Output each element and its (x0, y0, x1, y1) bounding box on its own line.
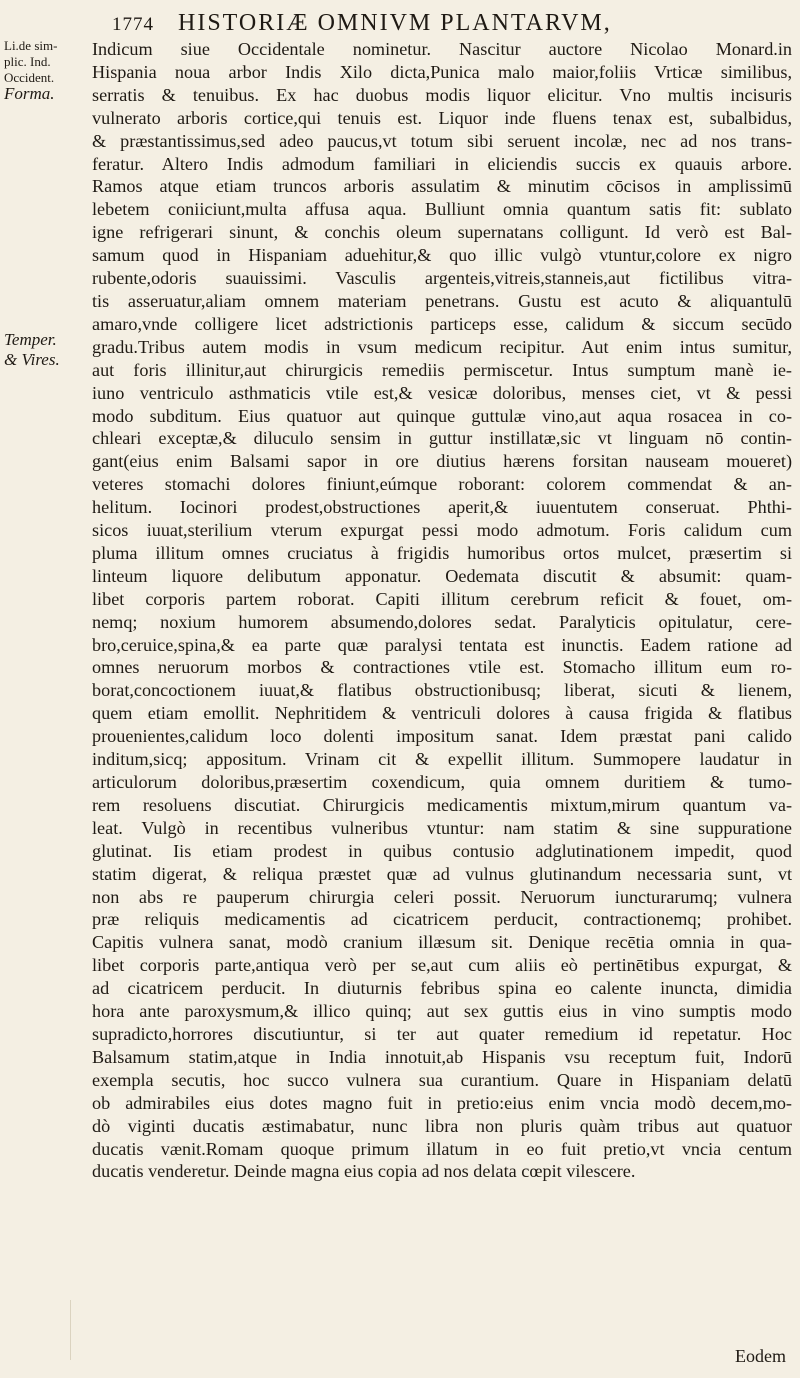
margin-note-line: Temper. (4, 330, 57, 349)
catchword: Eodem (735, 1346, 786, 1366)
text-line: non abs re pauperum chirurgia celeri possit. Neruorum iuncturarumq; vulnera (92, 886, 792, 907)
running-head: HISTORIÆ OMNIVM PLANTARVM, (178, 10, 612, 36)
text-line: ducatis vænit.Romam quoque primum illatum in eo fuit pretio,vt vncia centum (92, 1138, 792, 1159)
text-line: hora ante paroxysmum,& illico quinq; aut sex guttis eius in vino sumptis modo (92, 1001, 792, 1022)
text-line: linteum liquore delibutum apponatur. Oedemata discutit & absumit: quam- (92, 565, 792, 586)
text-line: samum quod in Hispaniam aduehitur,& quo illic vulgò vtuntur,colore ex nigro (92, 245, 792, 266)
text-line: bro,ceruice,spina,& ea parte quæ paralysi tentata est inunctis. Eadem ratione ad (92, 634, 792, 655)
text-line: amaro,vnde colligere licet adstrictionis particeps esse, calidum & siccum secūdo (92, 313, 792, 334)
text-line: Capitis vulnera sanat, modò cranium illæsum sit. Denique recētia omnia in qua- (92, 932, 792, 953)
text-line: iuno ventriculo asthmaticis vtile est,& vesicæ doloribus, menses ciet, vt & pessi (92, 382, 792, 403)
text-line: Balsamum statim,atque in India innotuit,ab Hispanis vsu receptum fuit, Indorū (92, 1046, 792, 1067)
text-line: libet corporis parte,antiqua verò per se,aut cum aliis eò pertinētibus expurgat, & (92, 955, 792, 976)
text-line: inditum,sicq; appositum. Vrinam cit & expellit illitum. Summopere laudatur in (92, 749, 792, 770)
margin-note-forma: Forma. (4, 84, 55, 103)
text-line: vulnerato arboris cortice,qui tenuis est. Liquor inde fluens tenax est, subalbidus, (92, 107, 792, 128)
page-number: 1774 (112, 14, 154, 35)
text-line: veteres stomachi dolores finiunt,eúmque roborant: colorem commendat & an- (92, 474, 792, 495)
text-line: borat,concoctionem iuuat,& flatibus obstructionibusq; liberat, sicuti & lienem, (92, 680, 792, 701)
body-text (92, 38, 792, 1183)
text-line: Hispania noua arbor Indis Xilo dicta,Punica malo maior,foliis Vrticæ similibus, (92, 61, 792, 82)
text-line: feratur. Altero Indis admodum familiari in eliciendis succis ex quauis arbore. (92, 153, 792, 174)
text-line: Indicum siue Occidentale nominetur. Nascitur auctore Nicolao Monard.in (92, 39, 792, 59)
text-line: quem etiam emollit. Nephritidem & ventriculi dolores à causa frigida & flatibus (92, 703, 792, 724)
text-line: glutinat. Iis etiam prodest in quibus contusio adglutinationem impedit, quod (92, 840, 792, 861)
text-line: ducatis venderetur. Deinde magna eius copia ad nos delata cœpit vilescere. (92, 1161, 636, 1182)
text-line: lebetem coniiciunt,multa affusa aqua. Bulliunt omnia quantum satis fit: sublato (92, 199, 792, 220)
text-line: prouenientes,calidum loco dolenti impositum sanat. Idem præstat pani calido (92, 726, 792, 747)
margin-note-line: Li.de sim- (4, 38, 58, 53)
margin-note-line: & Vires. (4, 350, 60, 369)
text-line: gradu.Tribus autem modis in vsum medicum recipitur. Aut enim intus sumitur, (92, 336, 792, 357)
margin-note-temper (4, 330, 88, 370)
text-line: sicos iuuat,sterilium vterum expurgat pessi modo admotum. Foris calidum cum (92, 520, 792, 541)
text-line: tis asseruatur,aliam omnem materiam penetrans. Gustu est acuto & aliquantulū (92, 290, 792, 311)
text-line: modo subditum. Eius quatuor aut quinque guttulæ vino,aut aqua rosacea in co- (92, 405, 792, 426)
text-line: ad cicatricem perducit. In diuturnis febribus spina eo calente inuncta, dimidia (92, 978, 792, 999)
text-line: serratis & tenuibus. Ex hac duobus modis liquor elicitur. Vno multis incisuris (92, 84, 792, 105)
text-line: omnes neruorum morbos & contractiones vtile est. Stomacho illitum eum ro- (92, 657, 792, 678)
text-line: igne refrigerari sinunt, & conchis oleum supernatans colligunt. Id verò est Bal- (92, 222, 792, 243)
text-line: articulorum doloribus,præsertim coxendicum, quia omnem duritiem & tumo- (92, 772, 792, 792)
text-line: rem resoluens discutiat. Chirurgicis medicamentis mixtum,mirum quantum va- (92, 794, 792, 815)
page-header (112, 10, 792, 40)
text-line: chleari exceptæ,& diluculo sensim in guttur instillatæ,sic vt linguam nō contin- (92, 428, 792, 449)
text-line: Ramos atque etiam truncos arboris assulatim & minutim cōcisos in amplissimū (92, 176, 792, 197)
text-line: statim digerat, & reliqua præstet quæ ad vulnus glutinandum necessaria sunt, vt (92, 863, 792, 884)
text-line: dò viginti ducatis æstimabatur, nunc libra non pluris quàm tribus aut quatuor (92, 1115, 792, 1136)
text-line: exempla secutis, hoc succo vulnera sua curantium. Quare in Hispaniam delatū (92, 1069, 792, 1090)
text-line: pluma illitum omnes cruciatus à frigidis humoribus ortos mulcet, præsertim si (92, 542, 792, 563)
text-line: ob admirabiles eius dotes magno fuit in pretio:eius enim vncia modò decem,mo- (92, 1092, 792, 1113)
text-line: nemq; noxium humorem absumendo,dolores sedat. Paralyticis opitulatur, cere- (92, 611, 792, 632)
margin-note-line: Occident. (4, 70, 55, 85)
margin-note-reference (4, 38, 88, 86)
text-line: libet corporis partem roborat. Capiti illitum cerebrum reficit & fouet, om- (92, 588, 792, 609)
text-line: aut foris illinitur,aut chirurgicis remediis permiscetur. Intus sumptum manè ie- (92, 359, 792, 380)
text-line: rubente,odoris suauissimi. Vasculis argenteis,vitreis,stanneis,aut fictilibus vitra- (92, 268, 792, 289)
margin-note-line: plic. Ind. (4, 54, 51, 69)
text-line: supradicto,horrores discutiuntur, si ter aut quater remedium id repetatur. Hoc (92, 1023, 792, 1044)
text-line: helitum. Iocinori prodest,obstructiones aperit,& iuuentutem conseruat. Phthi- (92, 497, 792, 518)
text-line: leat. Vulgò in recentibus vulneribus vtuntur: nam statim & sine suppuratione (92, 817, 792, 838)
text-line: gant(eius enim Balsami sapor in ore diutius hærens forsitan nauseam moueret) (92, 451, 792, 472)
text-line: præ reliquis medicamentis ad cicatricem perducit, contractionemq; prohibet. (92, 909, 792, 930)
text-line: & præstantissimus,sed adeo paucus,vt totum sibi seruent incolæ, nec ad nos trans- (92, 130, 792, 151)
paper-stain (70, 1300, 95, 1360)
